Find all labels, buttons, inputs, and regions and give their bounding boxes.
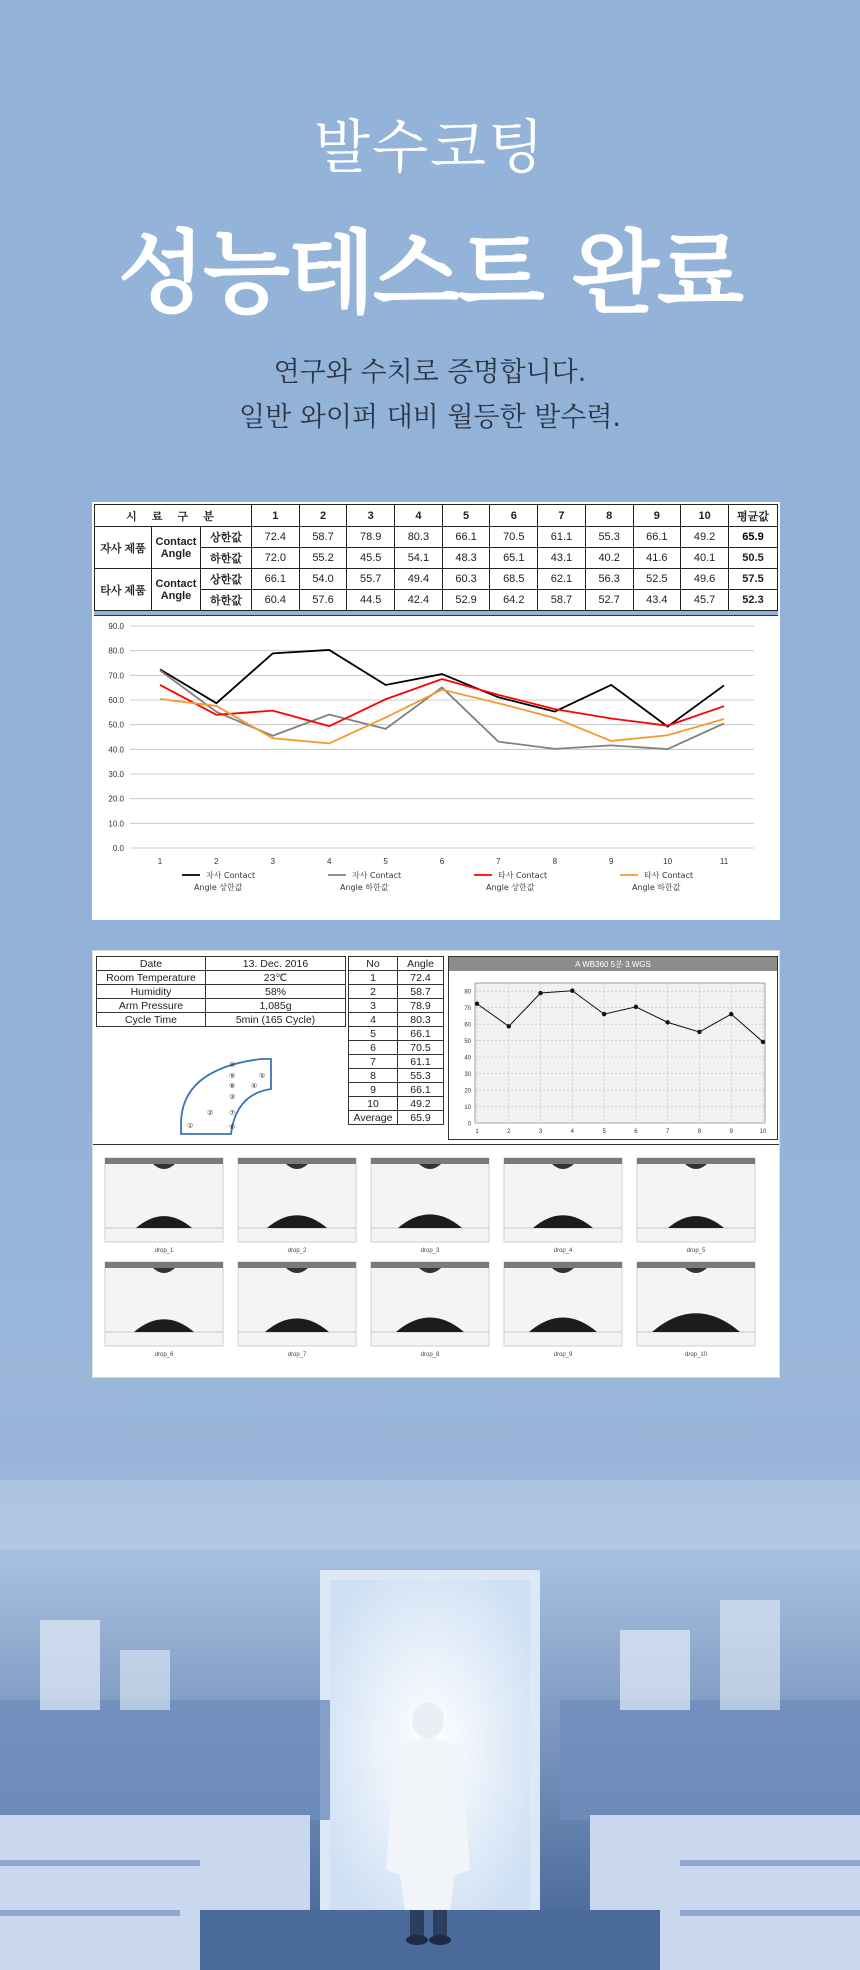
wiper-measurement-diagram	[96, 1039, 346, 1139]
drop-image	[236, 1156, 358, 1256]
y-tick-label: 0.0	[112, 844, 124, 853]
table-cell: 72.4	[252, 527, 300, 548]
condition-label: Room Temperature	[97, 971, 206, 985]
measure-angle: 66.1	[398, 1027, 444, 1041]
y-tick-label: 60	[464, 1022, 471, 1029]
x-tick-label: 8	[697, 1129, 702, 1135]
table-cell: 49.4	[395, 569, 443, 590]
drop-image	[635, 1260, 757, 1360]
x-tick-label: 3	[538, 1129, 543, 1135]
lab-photo	[0, 1420, 860, 1970]
condition-label: Date	[97, 957, 206, 971]
table-cell: 43.1	[538, 548, 586, 569]
data-point	[761, 1040, 765, 1044]
group-measure: Contact Angle	[152, 569, 201, 611]
drop-photo	[236, 1156, 358, 1244]
legend-label: 자사 Contact	[352, 871, 402, 880]
title-large: 성능테스트 완료	[118, 221, 742, 326]
subtitle-line-2: 일반 와이퍼 대비 월등한 발수력.	[239, 402, 621, 433]
table-cell: 60.3	[442, 569, 490, 590]
left-bench	[0, 1700, 330, 1820]
y-tick-label: 10	[464, 1105, 471, 1112]
drop-label: drop_10	[684, 1352, 708, 1358]
measure-angle: 55.3	[398, 1069, 444, 1083]
y-tick-label: 30.0	[108, 770, 124, 779]
drop-label: drop_4	[553, 1248, 573, 1254]
contact-angle-table	[94, 504, 778, 611]
measure-no: 3	[349, 999, 398, 1013]
y-tick-label: 40.0	[108, 745, 124, 755]
condition-value: 5min (165 Cycle)	[206, 1013, 346, 1027]
col-header: 6	[490, 505, 538, 527]
table-cell: 58.7	[538, 590, 586, 611]
group-measure: Contact Angle	[152, 527, 201, 569]
x-tick-label: 2	[507, 1129, 511, 1135]
table-cell: 64.2	[490, 590, 538, 611]
col-header: 8	[585, 505, 633, 527]
table-cell: 58.7	[299, 527, 347, 548]
row-label: 하한값	[201, 548, 252, 569]
section-divider	[93, 1144, 779, 1145]
row-label: 상한값	[201, 569, 252, 590]
measure-no: 5	[349, 1027, 398, 1041]
drop-label: drop_5	[686, 1248, 706, 1254]
table-cell: 72.0	[252, 548, 300, 569]
legend-label: Angle 상한값	[486, 883, 535, 892]
data-point	[538, 991, 542, 995]
drop-image	[502, 1156, 624, 1256]
table-cell: 52.7	[585, 590, 633, 611]
col-no-header: No	[349, 957, 398, 971]
legend-label: Angle 상한값	[194, 883, 243, 892]
y-tick-label: 40	[464, 1055, 471, 1062]
measure-angle: 72.4	[398, 971, 444, 985]
table-cell: 54.1	[395, 548, 443, 569]
data-point	[729, 1012, 733, 1016]
measure-no: 8	[349, 1069, 398, 1083]
data-point	[475, 1002, 479, 1006]
x-tick-label: 10	[759, 1129, 767, 1135]
y-tick-label: 60.0	[108, 696, 124, 705]
table-cell: 40.2	[585, 548, 633, 569]
table-cell: 43.4	[633, 590, 681, 611]
condition-value: 58%	[206, 985, 346, 999]
table-cell: 62.1	[538, 569, 586, 590]
col-header: 4	[395, 505, 443, 527]
mini-chart-plot-area	[475, 983, 765, 1123]
avg-header: 평균값	[729, 505, 778, 527]
x-tick-label: 1	[475, 1129, 479, 1135]
table-cell: 49.2	[681, 527, 729, 548]
measure-angle: 70.5	[398, 1041, 444, 1055]
drop-photo	[236, 1260, 358, 1348]
table-cell: 52.5	[633, 569, 681, 590]
x-tick-label: 9	[729, 1129, 733, 1135]
drop-label: drop_3	[420, 1248, 440, 1254]
col-header: 2	[299, 505, 347, 527]
x-tick-label: 11	[719, 857, 729, 866]
legend-label: 타사 Contact	[644, 871, 694, 880]
table-cell: 78.9	[347, 527, 395, 548]
drop-photo	[369, 1260, 491, 1348]
table-cell: 66.1	[252, 569, 300, 590]
y-tick-label: 80	[464, 989, 471, 996]
measure-angle: 80.3	[398, 1013, 444, 1027]
angle-measurements-table	[348, 956, 444, 1125]
measure-angle: 61.1	[398, 1055, 444, 1069]
title-small: 발수코팅	[313, 113, 547, 181]
avg-cell: 57.5	[729, 569, 778, 590]
drop-photo	[635, 1260, 757, 1348]
table-cell: 49.6	[681, 569, 729, 590]
point-marker: ④	[251, 1083, 258, 1090]
measure-no: 2	[349, 985, 398, 999]
condition-label: Humidity	[97, 985, 206, 999]
drop-label: drop_7	[287, 1352, 307, 1358]
table-cell: 56.3	[585, 569, 633, 590]
y-tick-label: 30	[464, 1072, 471, 1079]
table-cell: 55.2	[299, 548, 347, 569]
x-tick-label: 5	[602, 1129, 606, 1135]
drop-label: drop_9	[553, 1352, 573, 1358]
mini-chart-panel	[448, 956, 778, 1140]
y-tick-label: 10.0	[108, 819, 124, 829]
x-tick-label: 2	[214, 857, 219, 866]
drop-photo	[369, 1156, 491, 1244]
table-cell: 65.1	[490, 548, 538, 569]
table-cell: 68.5	[490, 569, 538, 590]
angle-mini-chart	[449, 957, 777, 1139]
condition-label: Arm Pressure	[97, 999, 206, 1013]
right-bench	[560, 1700, 860, 1820]
x-tick-label: 7	[665, 1129, 670, 1135]
measure-no: 10	[349, 1097, 398, 1111]
avg-cell: 52.3	[729, 590, 778, 611]
table-cell: 80.3	[395, 527, 443, 548]
x-tick-label: 3	[270, 857, 276, 866]
average-value: 65.9	[398, 1111, 444, 1125]
data-point	[634, 1005, 638, 1009]
table-cell: 57.6	[299, 590, 347, 611]
col-header: 3	[347, 505, 395, 527]
x-tick-label: 4	[326, 857, 332, 866]
point-marker: ②	[207, 1110, 214, 1117]
group-name: 자사 제품	[95, 527, 152, 569]
data-point	[507, 1024, 511, 1028]
y-tick-label: 90.0	[108, 622, 124, 631]
table-cell: 70.5	[490, 527, 538, 548]
data-point	[665, 1020, 669, 1024]
table-cell: 44.5	[347, 590, 395, 611]
measure-angle: 58.7	[398, 985, 444, 999]
table-cell: 55.7	[347, 569, 395, 590]
table-cell: 66.1	[633, 527, 681, 548]
drop-photo	[103, 1156, 225, 1244]
drop-image	[502, 1260, 624, 1360]
measure-angle: 78.9	[398, 999, 444, 1013]
test-report-card	[92, 950, 780, 1378]
drop-label: drop_8	[420, 1352, 440, 1358]
point-marker: ③	[229, 1094, 236, 1101]
point-marker: ⑦	[229, 1110, 236, 1117]
legend-label: Angle 하한값	[340, 883, 389, 892]
y-tick-label: 70	[464, 1006, 471, 1013]
point-marker: ⑧	[229, 1083, 236, 1090]
col-header: 5	[442, 505, 490, 527]
comparison-line-chart	[94, 615, 778, 904]
drop-label: drop_2	[287, 1248, 307, 1254]
y-tick-label: 80.0	[108, 646, 124, 656]
drop-photo	[635, 1156, 757, 1244]
data-point	[697, 1030, 701, 1034]
table-cell: 60.4	[252, 590, 300, 611]
table-cell: 52.9	[442, 590, 490, 611]
col-header: 10	[681, 505, 729, 527]
x-tick-label: 9	[608, 857, 614, 866]
x-tick-label: 6	[634, 1129, 638, 1135]
drop-image	[103, 1156, 225, 1256]
legend-label: 자사 Contact	[206, 871, 256, 880]
col-angle-header: Angle	[398, 957, 444, 971]
x-tick-label: 1	[157, 857, 163, 866]
x-tick-label: 6	[439, 857, 445, 866]
group-name: 타사 제품	[95, 569, 152, 611]
drop-photo	[103, 1260, 225, 1348]
y-tick-label: 20.0	[108, 794, 124, 804]
avg-cell: 50.5	[729, 548, 778, 569]
point-marker: ⑤	[259, 1073, 266, 1080]
point-marker: ⑥	[229, 1124, 236, 1131]
measure-no: 1	[349, 971, 398, 985]
ceiling	[0, 1480, 860, 1550]
series-line	[160, 679, 724, 726]
col-header: 9	[633, 505, 681, 527]
drop-label: drop_6	[154, 1352, 174, 1358]
y-tick-label: 20	[464, 1088, 471, 1095]
x-tick-label: 7	[496, 857, 501, 866]
measure-angle: 49.2	[398, 1097, 444, 1111]
drop-images-grid	[103, 1156, 773, 1366]
col-header: 7	[538, 505, 586, 527]
drop-image	[103, 1260, 225, 1360]
drop-photo	[502, 1260, 624, 1348]
table-cell: 48.3	[442, 548, 490, 569]
legend-label: 타사 Contact	[498, 871, 548, 880]
mini-chart-title: A WB360 5분 3.WGS	[575, 960, 651, 969]
subtitle-line-1: 연구와 수치로 증명합니다.	[273, 357, 587, 388]
table-cell: 55.3	[585, 527, 633, 548]
drop-image	[236, 1260, 358, 1360]
lab-illustration	[0, 1420, 860, 1970]
point-marker: ⑨	[229, 1073, 236, 1080]
table-cell: 45.5	[347, 548, 395, 569]
y-tick-label: 50.0	[108, 720, 124, 730]
row-label: 하한값	[201, 590, 252, 611]
average-label: Average	[349, 1111, 398, 1125]
condition-value: 13. Dec. 2016	[206, 957, 346, 971]
drop-photo	[502, 1156, 624, 1244]
measure-no: 9	[349, 1083, 398, 1097]
test-conditions-table	[96, 956, 346, 1027]
x-tick-label: 10	[663, 857, 673, 866]
condition-label: Cycle Time	[97, 1013, 206, 1027]
measure-no: 6	[349, 1041, 398, 1055]
legend-label: Angle 하한값	[632, 883, 681, 892]
x-tick-label: 4	[570, 1129, 575, 1135]
point-marker: ⑩	[229, 1062, 236, 1069]
y-tick-label: 0	[467, 1121, 471, 1128]
measure-no: 7	[349, 1055, 398, 1069]
table-cell: 66.1	[442, 527, 490, 548]
col-header: 1	[252, 505, 300, 527]
x-tick-label: 8	[552, 857, 558, 866]
table-cell: 41.6	[633, 548, 681, 569]
data-point	[570, 989, 574, 993]
series-line	[160, 690, 724, 744]
y-tick-label: 70.0	[108, 671, 124, 681]
comparison-card	[92, 502, 780, 920]
y-tick-label: 50	[464, 1039, 471, 1046]
measure-no: 4	[349, 1013, 398, 1027]
data-point	[602, 1012, 606, 1016]
table-cell: 45.7	[681, 590, 729, 611]
measure-angle: 66.1	[398, 1083, 444, 1097]
table-corner: 시 료 구 분	[95, 505, 252, 527]
drop-image	[635, 1156, 757, 1256]
avg-cell: 65.9	[729, 527, 778, 548]
table-cell: 42.4	[395, 590, 443, 611]
table-cell: 61.1	[538, 527, 586, 548]
x-tick-label: 5	[383, 857, 388, 866]
wiper-arc-shape	[181, 1059, 271, 1134]
point-marker: ①	[187, 1123, 194, 1130]
drop-image	[369, 1156, 491, 1256]
drop-label: drop_1	[154, 1248, 174, 1254]
condition-value: 23℃	[206, 971, 346, 985]
condition-value: 1,085g	[206, 999, 346, 1013]
table-cell: 40.1	[681, 548, 729, 569]
drop-image	[369, 1260, 491, 1360]
table-cell: 54.0	[299, 569, 347, 590]
row-label: 상한값	[201, 527, 252, 548]
